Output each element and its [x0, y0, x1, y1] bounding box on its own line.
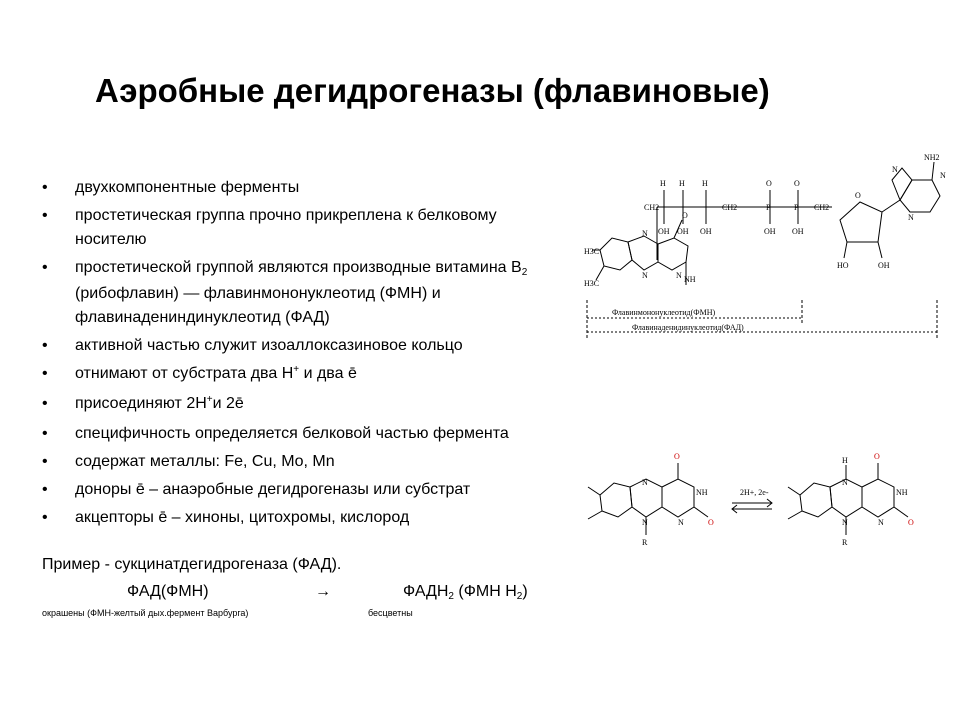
bullet-text: акцепторы ē – хиноны, цитохромы, кислород [75, 509, 410, 526]
note-colorless: бесцветны [368, 608, 413, 618]
svg-text:P: P [794, 203, 799, 212]
svg-text:2H+, 2e-: 2H+, 2e- [740, 488, 769, 497]
note-colored: окрашены (ФМН-желтый дых.фермент Варбурга) [42, 608, 249, 618]
svg-text:OH: OH [677, 227, 689, 236]
page-title: Аэробные дегидрогеназы (флавиновые) [95, 72, 770, 109]
list-item [42, 362, 562, 388]
bullet-icon: • [42, 337, 48, 354]
svg-text:OH: OH [700, 227, 712, 236]
svg-text:OH: OH [792, 227, 804, 236]
svg-text:N: N [878, 518, 884, 527]
bullet-list [42, 176, 562, 530]
bullet-text: двухкомпонентные ферменты [75, 179, 300, 196]
bullet-icon: • [42, 481, 48, 498]
svg-text:H: H [679, 179, 685, 188]
svg-text:N: N [842, 518, 848, 527]
svg-text:N: N [842, 478, 848, 487]
svg-text:R: R [642, 538, 648, 547]
bullet-icon: • [42, 395, 48, 412]
svg-text:N: N [676, 271, 682, 280]
svg-text:O: O [674, 452, 680, 461]
svg-text:N: N [642, 478, 648, 487]
svg-text:H: H [702, 179, 708, 188]
bullet-text: присоединяют 2Н+и 2ē [75, 394, 244, 412]
example-text: Пример - сукцинатдегидрогеназа (ФАД). [42, 556, 342, 573]
svg-text:N: N [642, 229, 648, 238]
svg-text:OH: OH [878, 261, 890, 270]
list-item [42, 334, 562, 358]
svg-text:O: O [908, 518, 914, 527]
bullet-icon: • [42, 259, 48, 276]
equation-arrow: → [315, 583, 331, 600]
bullet-icon: • [42, 425, 48, 442]
list-item [42, 478, 562, 502]
bullet-icon: • [42, 179, 48, 196]
svg-text:O: O [874, 452, 880, 461]
svg-text:CH2: CH2 [644, 203, 660, 212]
bullet-text: простетическая группа прочно прикреплена к белковому носителю [75, 207, 497, 248]
svg-text:N: N [892, 165, 898, 174]
svg-text:H: H [660, 179, 666, 188]
list-item [42, 204, 562, 252]
svg-text:CH2: CH2 [722, 203, 738, 212]
svg-text:CH2: CH2 [814, 203, 830, 212]
bullet-text: простетической группой являются производные витамина В2 (рибофлавин) — флавинмононуклеотид (ФМН) и флавинадениндинуклеотид (ФАД) [75, 259, 528, 326]
svg-text:N: N [678, 518, 684, 527]
svg-text:HO: HO [837, 261, 849, 270]
fad-label: Флавинаденидинуклеотид(ФАД) [632, 323, 744, 332]
bullet-text: отнимают от субстрата два Н+ и два ē [75, 364, 357, 382]
svg-text:P: P [766, 203, 771, 212]
svg-text:H3C: H3C [584, 247, 600, 256]
bullet-icon: • [42, 207, 48, 224]
svg-text:OH: OH [764, 227, 776, 236]
list-item [42, 256, 562, 330]
svg-text:O: O [855, 191, 861, 200]
svg-text:O: O [708, 518, 714, 527]
svg-text:NH: NH [696, 488, 708, 497]
svg-text:N: N [642, 518, 648, 527]
bullet-text: содержат металлы: Fe, Cu, Mo, Mn [75, 453, 335, 470]
flavin-reduction-diagram [582, 445, 947, 565]
list-item [42, 450, 562, 474]
fmn-label: Флавинмононуклеотид(ФМН) [612, 308, 716, 317]
svg-text:NH: NH [684, 275, 696, 284]
bullet-text: специфичность определяется белковой частью фермента [75, 425, 509, 442]
bullet-icon: • [42, 365, 48, 382]
bullet-text: доноры ē – анаэробные дегидрогеназы или субстрат [75, 481, 471, 498]
list-item [42, 506, 562, 530]
bullet-icon: • [42, 453, 48, 470]
svg-text:O: O [766, 179, 772, 188]
bullet-text: активной частью служит изоаллоксазиновое кольцо [75, 337, 463, 354]
list-item [42, 422, 562, 446]
equation-left: ФАД(ФМН) [127, 583, 209, 600]
svg-text:NH: NH [896, 488, 908, 497]
svg-text:O: O [794, 179, 800, 188]
list-item [42, 392, 562, 418]
svg-text:R: R [842, 538, 848, 547]
svg-text:O: O [682, 211, 688, 220]
svg-text:NH2: NH2 [924, 153, 940, 162]
svg-text:N: N [940, 171, 946, 180]
fad-structure-diagram [582, 150, 947, 340]
svg-text:OH: OH [658, 227, 670, 236]
svg-text:N: N [642, 271, 648, 280]
list-item [42, 176, 562, 200]
svg-text:H: H [842, 456, 848, 465]
svg-text:N: N [908, 213, 914, 222]
equation-right: ФАДН2 (ФМН Н2) [403, 583, 528, 602]
svg-text:H3C: H3C [584, 279, 600, 288]
bullet-icon: • [42, 509, 48, 526]
